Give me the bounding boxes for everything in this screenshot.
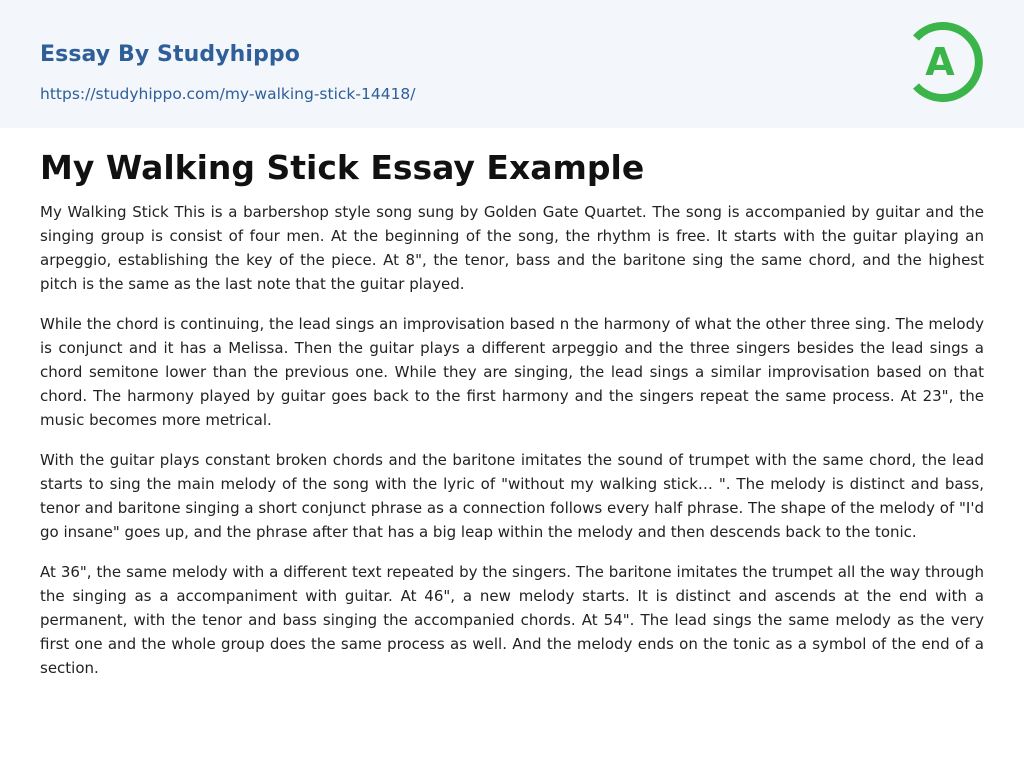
site-brand[interactable]: Essay By Studyhippo xyxy=(40,42,300,67)
paragraph-4: At 36", the same melody with a different text repeated by the singers. The baritone imitates the trumpet all the way through the singing as a accompaniment with guitar. At 46", a new melody starts. It is distinct and ascends at the end with a permanent, with the tenor and bass singing the accompanied chords. At 54". The lead sings the same melody as the very first one and the whole group does the same process as well. And the melody ends on the tonic as a symbol of the end of a section. xyxy=(40,563,984,677)
logo-letter: A xyxy=(925,40,955,84)
paragraph-3: With the guitar plays constant broken chords and the baritone imitates the sound of trumpet with the same chord, the lead starts to sing the main melody of the song with the lyric of "without my walking stick… ". The melody is distinct and bass, tenor and baritone singing a short conjunct phrase as a connection follows every half phrase. The shape of the melody of "I'd go insane" goes up, and the phrase after that has a big leap within the melody and then descends back to the tonic. xyxy=(40,451,984,541)
paragraph-2: While the chord is continuing, the lead sings an improvisation based n the harmony of what the other three sing. The melody is conjunct and it has a Melissa. Then the guitar plays a different arpeggio and the three singers besides the lead sings a chord semitone lower than the previous one. While they are singing, the lead sings a similar improvisation based on that chord. The harmony played by guitar goes back to the first harmony and the singers repeat the same process. At 23", the music becomes more metrical. xyxy=(40,315,984,429)
page-title: My Walking Stick Essay Example xyxy=(40,148,645,187)
paragraph-1: My Walking Stick This is a barbershop style song sung by Golden Gate Quartet. The song is accompanied by guitar and the singing group is consist of four men. At the beginning of the song, the rhythm is free. It starts with the guitar playing an arpeggio, establishing the key of the piece. At 8", the tenor, bass and the baritone sing the same chord, and the highest pitch is the same as the last note that the guitar played. xyxy=(40,203,984,293)
essay-url-link[interactable]: https://studyhippo.com/my-walking-stick-14418/ xyxy=(40,85,416,103)
site-header xyxy=(0,0,1024,128)
article-body xyxy=(40,140,984,696)
studyhippo-logo-icon[interactable] xyxy=(908,18,988,106)
